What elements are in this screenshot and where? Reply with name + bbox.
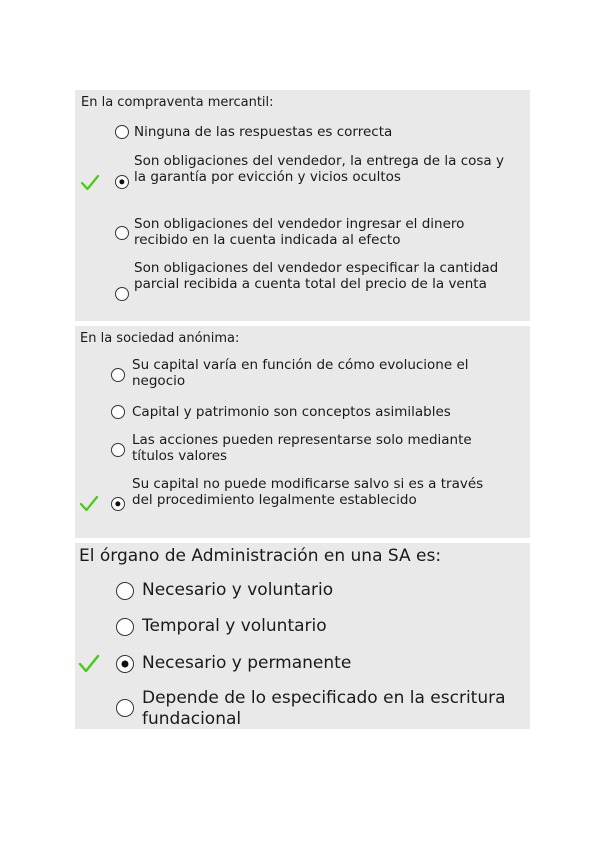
question-3-prompt: El órgano de Administración en una SA es:	[79, 546, 442, 566]
option-label: Su capital varía en función de cómo evolucione el negocio	[132, 357, 469, 390]
correct-check-icon	[78, 654, 100, 674]
option-label: Necesario y permanente	[142, 653, 352, 673]
radio-selected-icon[interactable]	[115, 175, 129, 189]
option-label: Son obligaciones del vendedor especificar la cantidad parcial recibida a cuenta total del precio de la venta	[134, 260, 499, 293]
option-label: Son obligaciones del vendedor, la entrega de la cosa y la garantía por evicción y vicios ocultos	[134, 153, 504, 186]
option-label: Depende de lo especificado en la escritura fundacional	[142, 688, 506, 729]
radio-selected-icon[interactable]	[111, 497, 125, 511]
question-1-panel	[75, 90, 530, 321]
option-label: Ninguna de las respuestas es correcta	[134, 124, 393, 140]
correct-check-icon	[79, 495, 99, 513]
option-label: Son obligaciones del vendedor ingresar el dinero recibido en la cuenta indicada al efecto	[134, 216, 465, 249]
question-1-prompt: En la compraventa mercantil:	[81, 95, 274, 110]
radio-unselected-icon[interactable]	[116, 699, 134, 717]
question-2-prompt: En la sociedad anónima:	[80, 331, 240, 346]
option-label: Las acciones pueden representarse solo mediante títulos valores	[132, 432, 472, 465]
radio-unselected-icon[interactable]	[115, 226, 129, 240]
option-label: Capital y patrimonio son conceptos asimilables	[132, 404, 451, 420]
option-label: Necesario y voluntario	[142, 580, 334, 600]
radio-unselected-icon[interactable]	[115, 125, 129, 139]
correct-check-icon	[80, 174, 100, 192]
radio-unselected-icon[interactable]	[116, 582, 134, 600]
radio-unselected-icon[interactable]	[111, 443, 125, 457]
question-2-panel	[75, 326, 530, 538]
question-3-panel	[75, 543, 530, 729]
option-label: Su capital no puede modificarse salvo si es a través del procedimiento legalmente establecido	[132, 476, 484, 509]
radio-unselected-icon[interactable]	[116, 618, 134, 636]
radio-unselected-icon[interactable]	[111, 405, 125, 419]
radio-unselected-icon[interactable]	[115, 287, 129, 301]
radio-selected-icon[interactable]	[116, 655, 134, 673]
option-label: Temporal y voluntario	[142, 616, 327, 636]
radio-unselected-icon[interactable]	[111, 368, 125, 382]
